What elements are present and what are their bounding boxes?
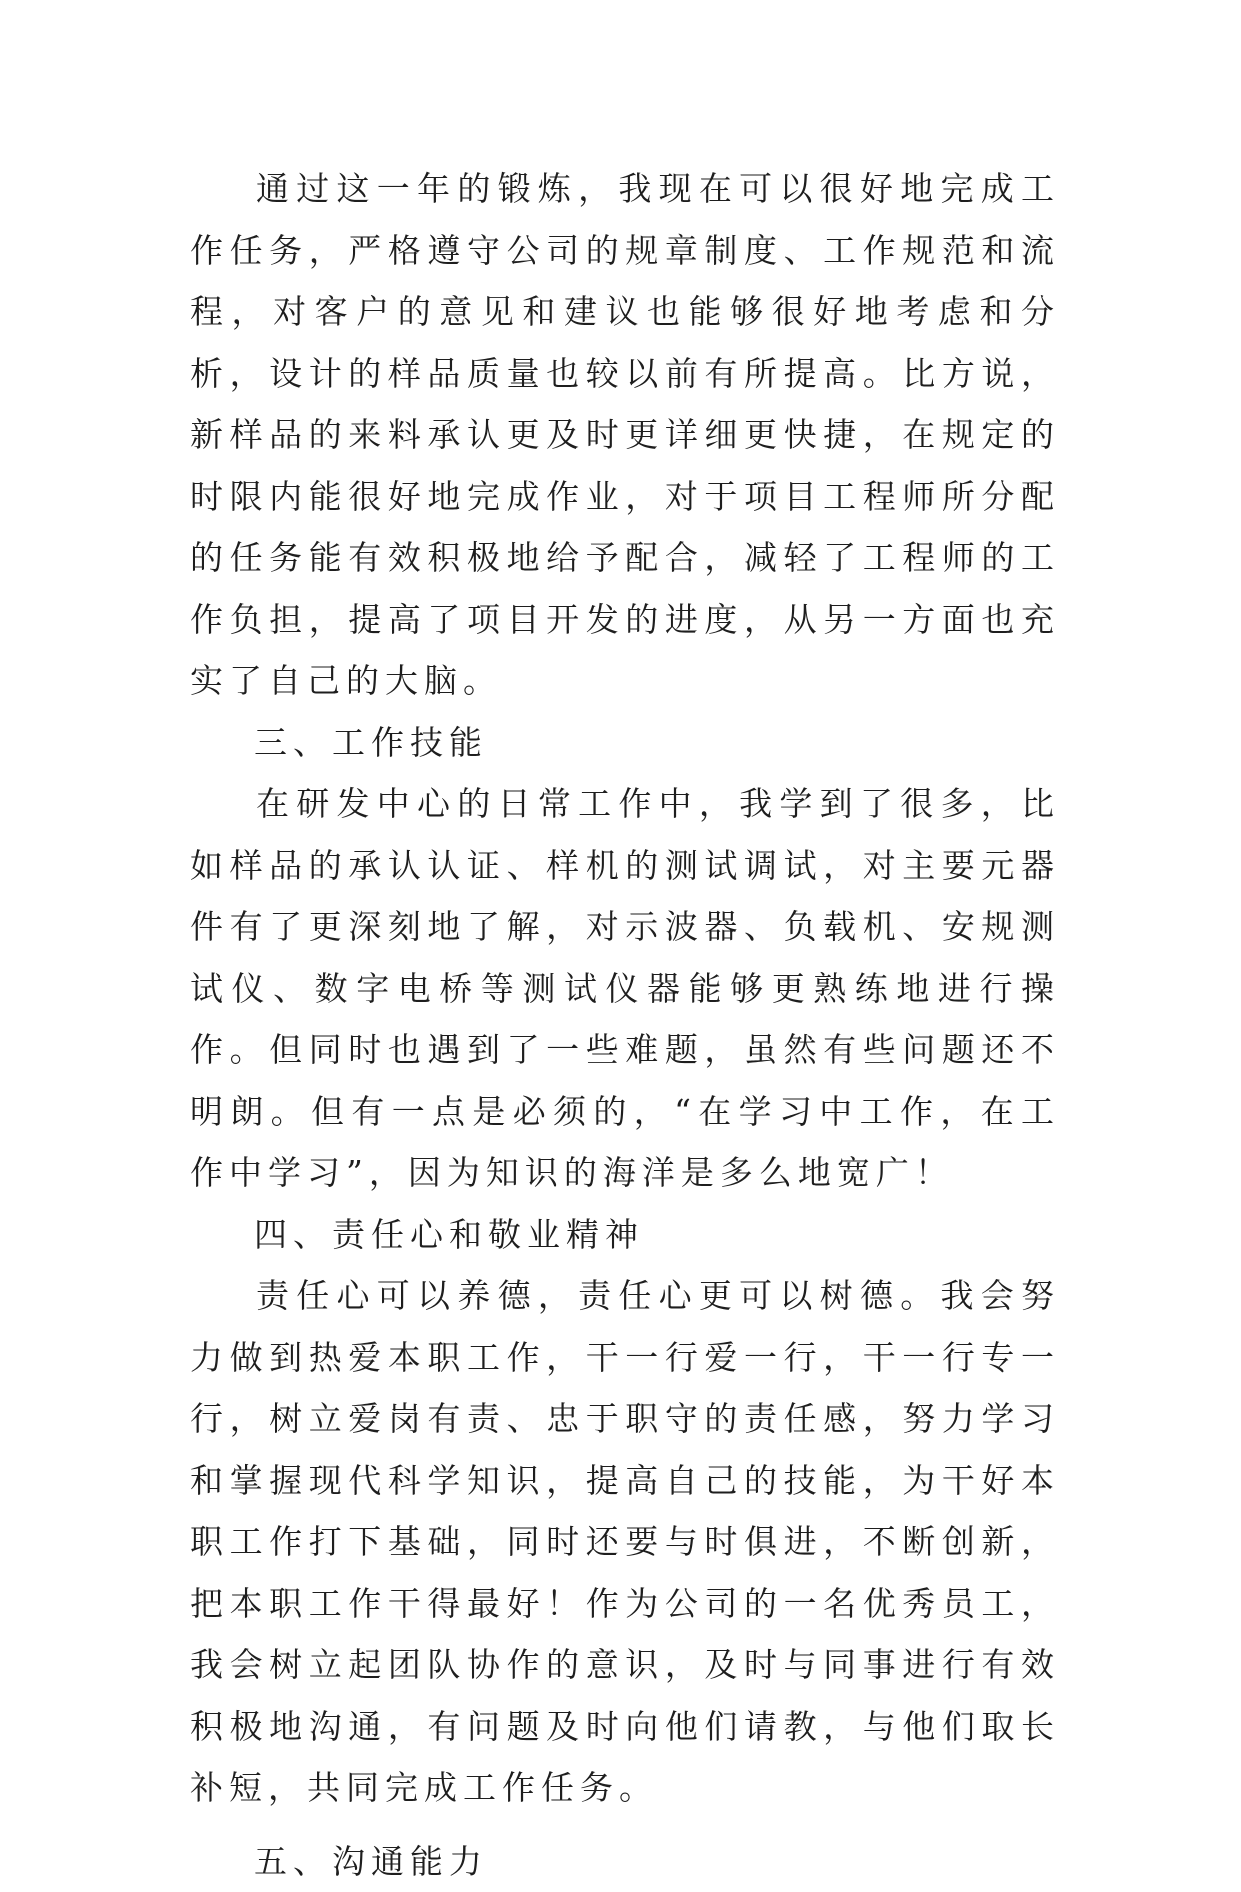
paragraph-work-progress: 通过这一年的锻炼，我现在可以很好地完成工作任务，严格遵守公司的规章制度、工作规范和流程，对客户的意见和建议也能够很好地考虑和分析，设计的样品质量也较以前有所提高。比方说，新样品的来料承认更及时更详细更快捷，在规定的时限内能很好地完成作业，对于项目工程师所分配的任务能有效积极地给予配合，减轻了工程师的工作负担，提高了项目开发的进度，从另一方面也充实了自己的大脑。 [190, 158, 1060, 712]
paragraph-work-skills: 在研发中心的日常工作中，我学到了很多，比如样品的承认认证、样机的测试调试，对主要元器件有了更深刻地了解，对示波器、负载机、安规测试仪、数字电桥等测试仪器能够更熟练地进行操作。但同时也遇到了一些难题，虽然有些问题还不明朗。但有一点是必须的，“在学习中工作，在工作中学习”，因为知识的海洋是多么地宽广！ [190, 773, 1060, 1204]
document-body [190, 158, 1060, 1892]
section-heading-communication: 五、沟通能力 [190, 1831, 1060, 1892]
section-heading-responsibility: 四、责任心和敬业精神 [190, 1204, 1060, 1266]
paragraph-responsibility: 责任心可以养德，责任心更可以树德。我会努力做到热爱本职工作，干一行爱一行，干一行专一行，树立爱岗有责、忠于职守的责任感，努力学习和掌握现代科学知识，提高自己的技能，为干好本职工作打下基础，同时还要与时俱进，不断创新，把本职工作干得最好！作为公司的一名优秀员工，我会树立起团队协作的意识，及时与同事进行有效积极地沟通，有问题及时向他们请教，与他们取长补短，共同完成工作任务。 [190, 1265, 1060, 1819]
section-heading-work-skills: 三、工作技能 [190, 712, 1060, 774]
